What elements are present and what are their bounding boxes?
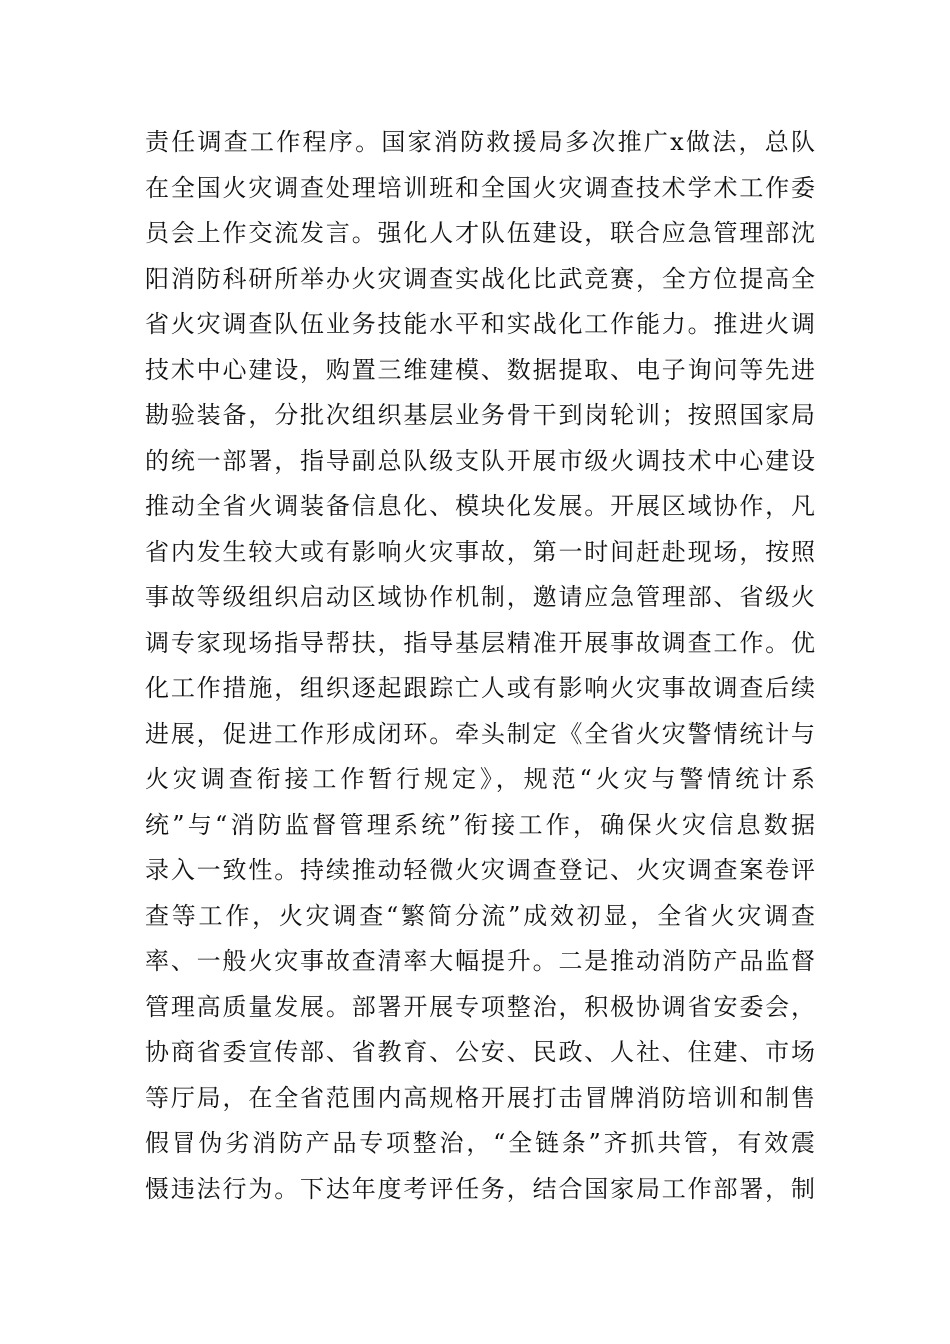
text-line: 慑违法行为。下达年度考评任务，结合国家局工作部署，制 (145, 1174, 815, 1203)
text-line: 事故等级组织启动区域协作机制，邀请应急管理部、省级火 (145, 583, 815, 611)
text-line: 勘验装备，分批次组织基层业务骨干到岗轮训；按照国家局 (145, 401, 815, 429)
text-line: 火灾调查衔接工作暂行规定》，规范“火灾与警情统计系 (145, 765, 815, 793)
text-line: 技术中心建设，购置三维建模、数据提取、电子询问等先进 (145, 355, 815, 384)
text-line: 协商省委宣传部、省教育、公安、民政、人社、住建、市场 (145, 1038, 815, 1066)
text-line: 推动全省火调装备信息化、模块化发展。开展区域协作，凡 (145, 492, 815, 520)
text-line: 调专家现场指导帮扶，指导基层精准开展事故调查工作。优 (145, 628, 815, 657)
text-line: 省内发生较大或有影响火灾事故，第一时间赶赴现场，按照 (145, 537, 815, 566)
text-line: 省火灾调查队伍业务技能水平和实战化工作能力。推进火调 (145, 310, 815, 338)
text-line: 录入一致性。持续推动轻微火灾调查登记、火灾调查案卷评 (145, 856, 815, 884)
body-text (145, 120, 815, 1212)
text-line: 化工作措施，组织逐起跟踪亡人或有影响火灾事故调查后续 (145, 674, 815, 702)
text-line: 在全国火灾调查处理培训班和全国火灾调查技术学术工作委 (145, 173, 815, 202)
text-line: 进展，促进工作形成闭环。牵头制定《全省火灾警情统计与 (145, 719, 815, 748)
text-line: 管理高质量发展。部署开展专项整治，积极协调省安委会， (145, 992, 815, 1021)
text-line: 统”与“消防监督管理系统”衔接工作，确保火灾信息数据 (145, 810, 815, 839)
text-line: 率、一般火灾事故查清率大幅提升。二是推动消防产品监督 (145, 947, 815, 975)
text-line: 的统一部署，指导副总队级支队开展市级火调技术中心建设 (145, 446, 815, 475)
text-line: 假冒伪劣消防产品专项整治，“全链条”齐抓共管，有效震 (145, 1129, 815, 1157)
text-line: 员会上作交流发言。强化人才队伍建设，联合应急管理部沈 (145, 219, 815, 247)
text-line: 责任调查工作程序。国家消防救援局多次推广x做法，总队 (145, 128, 815, 156)
text-line: 查等工作，火灾调查“繁简分流”成效初显，全省火灾调查 (145, 901, 815, 930)
text-line: 阳消防科研所举办火灾调查实战化比武竞赛，全方位提高全 (145, 264, 815, 293)
text-line: 等厅局，在全省范围内高规格开展打击冒牌消防培训和制售 (145, 1083, 815, 1112)
